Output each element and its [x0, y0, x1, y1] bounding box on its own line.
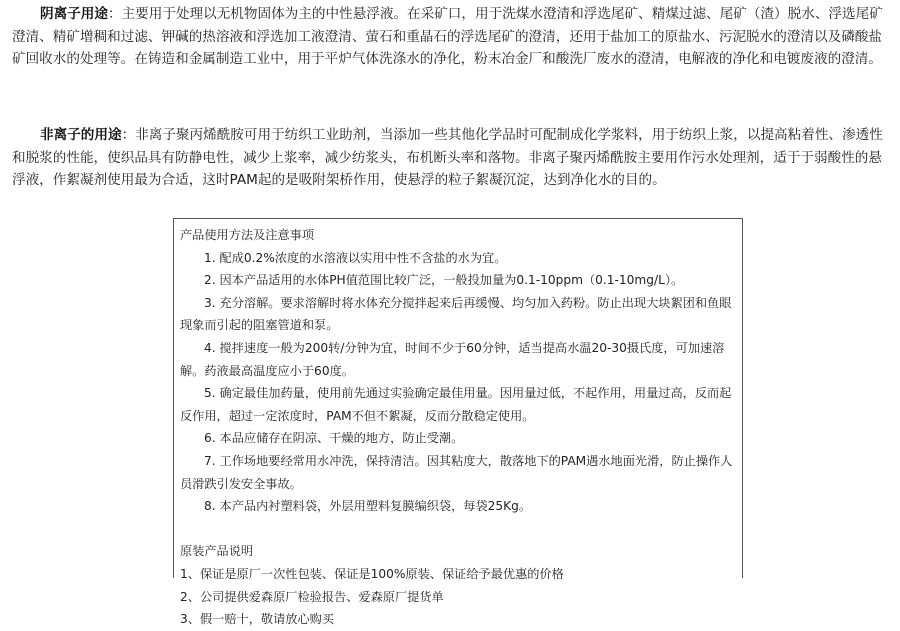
anionic-usage-text: ：主要用于处理以无机物固体为主的中性悬浮液。在采矿口，用于洗煤水澄清和浮选尾矿、精煤过滤、尾矿（渣）脱水、浮选尾矿澄清、精矿增稠和过滤、钾碱的热溶液和浮选加工液澄清、萤石和重晶石的浮选尾矿的澄清，还用于盐加工的原盐水、污泥脱水的澄清以及磷酸盐矿回收水的处理等。在铸造和金属制造工业中，用于平炉气体洗涤水的净化，粉末冶金厂和酸洗厂废水的澄清，电解液的净化和电镀废液的澄清。	[12, 6, 883, 67]
nonionic-usage-paragraph	[12, 124, 888, 192]
usage-instruction-item: 8. 本产品内衬塑料袋，外层用塑料复膜编织袋，每袋25Kg。	[204, 499, 532, 514]
nonionic-usage-text: ：非离子聚丙烯酰胺可用于纺织工业助剂，当添加一些其他化学品时可配制成化学浆料，用于纺织上浆，以提高粘着性、渗透性和脱浆的性能，使织品具有防静电性，减少上浆率，减少纺浆头，布机断头率和落物。非离子聚丙烯酰胺主要用作污水处理剂，适于于弱酸性的悬浮液，作絮凝剂使用最为合适，这时PAM起的是吸附架桥作用，使悬浮的粒子絮凝沉淀，达到净化水的目的。	[12, 127, 883, 188]
nonionic-usage-label: 非离子的用途	[40, 127, 122, 143]
usage-instruction-item: 5. 确定最佳加药量，使用前先通过实验确定最佳用量。因用量过低，不起作用，用量过高，反而起反作用，超过一定浓度时，PAM不但不絮凝，反而分散稳定使用。	[180, 386, 732, 423]
original-product-item: 1、保证是原厂一次性包装、保证是100%原装、保证给予最优惠的价格	[180, 566, 564, 581]
usage-notice-title: 产品使用方法及注意事项	[180, 228, 315, 242]
section-spacer	[180, 518, 734, 541]
anionic-usage-label: 阴离子用途	[40, 6, 108, 22]
usage-instruction-item: 4. 搅拌速度一般为200转/分钟为宜，时间不少于60分钟，适当提高水温20-30摄氏度，可加速溶解。药液最高温度应小于60度。	[180, 340, 725, 378]
usage-instruction-item: 6. 本品应储存在阴凉、干燥的地方，防止受潮。	[204, 431, 464, 446]
original-product-item: 2、公司提供爱森原厂检验报告、爱森原厂提货单	[180, 589, 444, 604]
usage-instruction-item: 7. 工作场地要经常用水冲洗，保持清洁。因其粘度大，散落地下的PAM遇水地面光滑，防止操作人员滑跌引发安全事故。	[180, 453, 733, 491]
original-product-item: 3、假一赔十，敬请放心购买	[180, 612, 335, 627]
usage-instruction-item: 3. 充分溶解。要求溶解时将水体充分搅拌起来后再缓慢、均匀加入药粉。防止出现大块絮团和鱼眼现象而引起的阻塞管道和泵。	[180, 295, 732, 333]
usage-instruction-item: 2. 因本产品适用的水体PH值范围比较广泛，一般投加量为0.1-10ppm（0.1-10mg/L）。	[204, 273, 684, 288]
usage-notice-box	[173, 218, 743, 627]
anionic-usage-paragraph	[12, 3, 888, 71]
usage-instruction-item: 1. 配成0.2%浓度的水溶液以实用中性不含盐的水为宜。	[204, 250, 507, 265]
original-product-title: 原装产品说明	[180, 544, 254, 559]
